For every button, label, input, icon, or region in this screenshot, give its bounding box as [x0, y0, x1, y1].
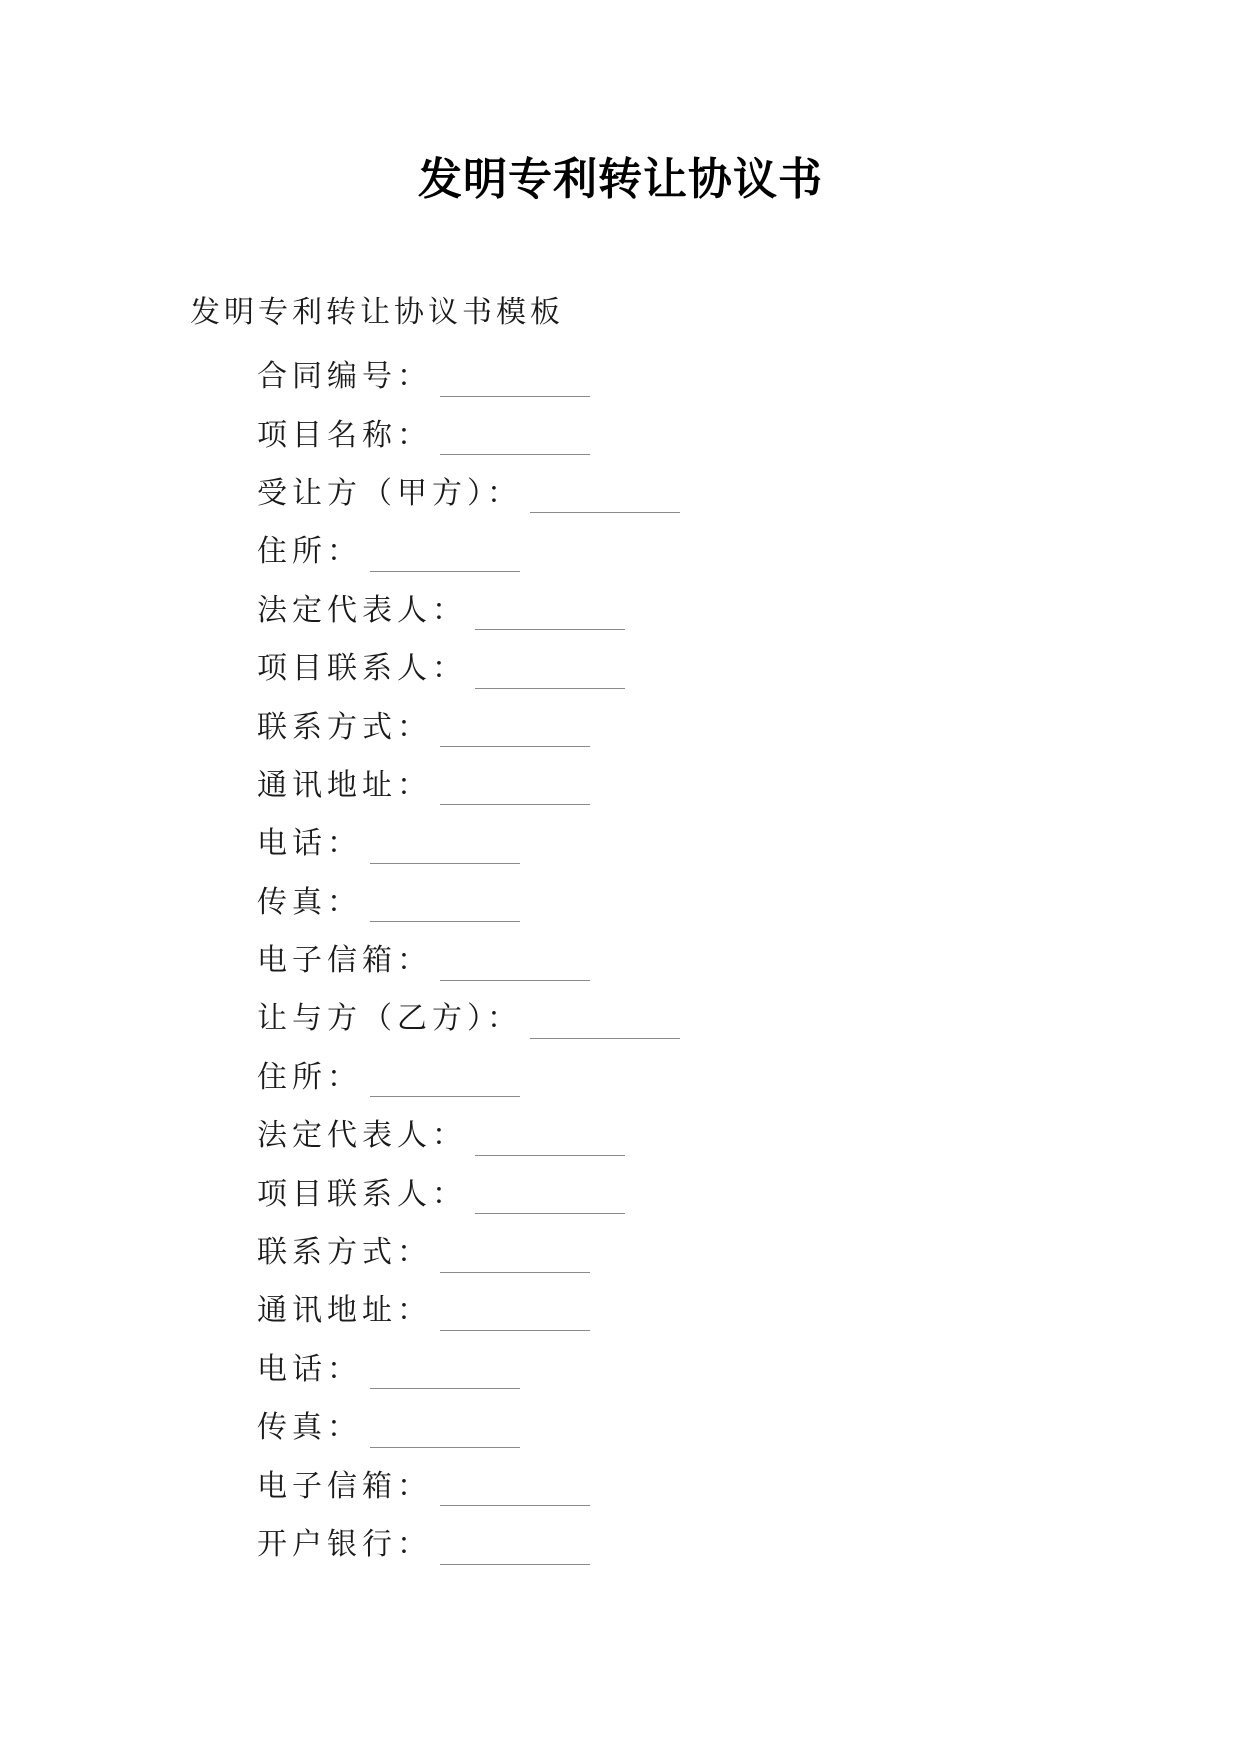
fill-in-blank-line — [440, 366, 590, 397]
form-field-row — [257, 1224, 680, 1282]
form-field-row — [257, 874, 680, 932]
fill-in-blank-line — [370, 1417, 520, 1448]
form-field-label: 受让方（甲方）： — [257, 475, 522, 511]
fill-in-blank-line — [370, 1358, 520, 1389]
form-field-row — [257, 698, 680, 756]
fill-in-blank-line — [370, 891, 520, 922]
form-field-label: 项目联系人： — [257, 1176, 467, 1212]
form-field-row — [257, 757, 680, 815]
form-field-label: 项目名称： — [257, 417, 432, 453]
document-subtitle: 发明专利转让协议书模板 — [190, 295, 564, 330]
form-field-label: 联系方式： — [257, 1235, 432, 1271]
fill-in-blank-line — [440, 1242, 590, 1273]
form-field-row — [257, 1341, 680, 1399]
form-field-label: 住所： — [257, 534, 362, 570]
form-field-label: 开户银行： — [257, 1527, 432, 1562]
fill-in-blank-line — [475, 1125, 625, 1156]
fill-in-blank-line — [475, 1183, 625, 1214]
form-field-row — [257, 1107, 680, 1165]
form-field-label: 传真： — [257, 884, 362, 920]
form-field-row — [257, 1049, 680, 1107]
form-field-row — [257, 1282, 680, 1340]
form-field-row — [257, 815, 680, 873]
form-field-label: 合同编号： — [257, 359, 432, 395]
fill-in-blank-line — [475, 658, 625, 689]
form-field-label: 项目联系人： — [257, 651, 467, 687]
form-field-label: 传真： — [257, 1410, 362, 1446]
form-field-label: 联系方式： — [257, 709, 432, 745]
form-field-row — [257, 582, 680, 640]
fill-in-blank-line — [440, 774, 590, 805]
fill-in-blank-line — [440, 1475, 590, 1506]
fill-in-blank-line — [370, 541, 520, 572]
form-field-row — [257, 406, 680, 464]
form-field-row — [257, 1516, 680, 1574]
form-field-list — [257, 348, 680, 1574]
fill-in-blank-line — [440, 716, 590, 747]
form-field-label: 法定代表人： — [257, 1118, 467, 1154]
form-field-row — [257, 640, 680, 698]
fill-in-blank-line — [440, 950, 590, 981]
form-field-row — [257, 348, 680, 406]
form-field-label: 让与方（乙方）： — [257, 1001, 522, 1037]
form-field-label: 通讯地址： — [257, 1293, 432, 1329]
fill-in-blank-line — [530, 482, 680, 513]
form-field-label: 电子信箱： — [257, 943, 432, 979]
form-field-label: 电话： — [257, 826, 362, 862]
form-field-row — [257, 990, 680, 1048]
fill-in-blank-line — [530, 1008, 680, 1039]
form-field-row — [257, 932, 680, 990]
form-field-row — [257, 523, 680, 581]
fill-in-blank-line — [440, 1300, 590, 1331]
form-field-label: 法定代表人： — [257, 592, 467, 628]
form-field-label: 电子信箱： — [257, 1468, 432, 1504]
document-title: 发明专利转让协议书 — [418, 154, 823, 205]
form-field-label: 电话： — [257, 1351, 362, 1387]
form-field-label: 住所： — [257, 1059, 362, 1095]
form-field-row — [257, 1399, 680, 1457]
fill-in-blank-line — [370, 833, 520, 864]
fill-in-blank-line — [475, 599, 625, 630]
fill-in-blank-line — [440, 424, 590, 455]
fill-in-blank-line — [440, 1534, 590, 1565]
form-field-row — [257, 1457, 680, 1515]
fill-in-blank-line — [370, 1066, 520, 1097]
form-field-label: 通讯地址： — [257, 767, 432, 803]
form-field-row — [257, 465, 680, 523]
form-field-row — [257, 1165, 680, 1223]
